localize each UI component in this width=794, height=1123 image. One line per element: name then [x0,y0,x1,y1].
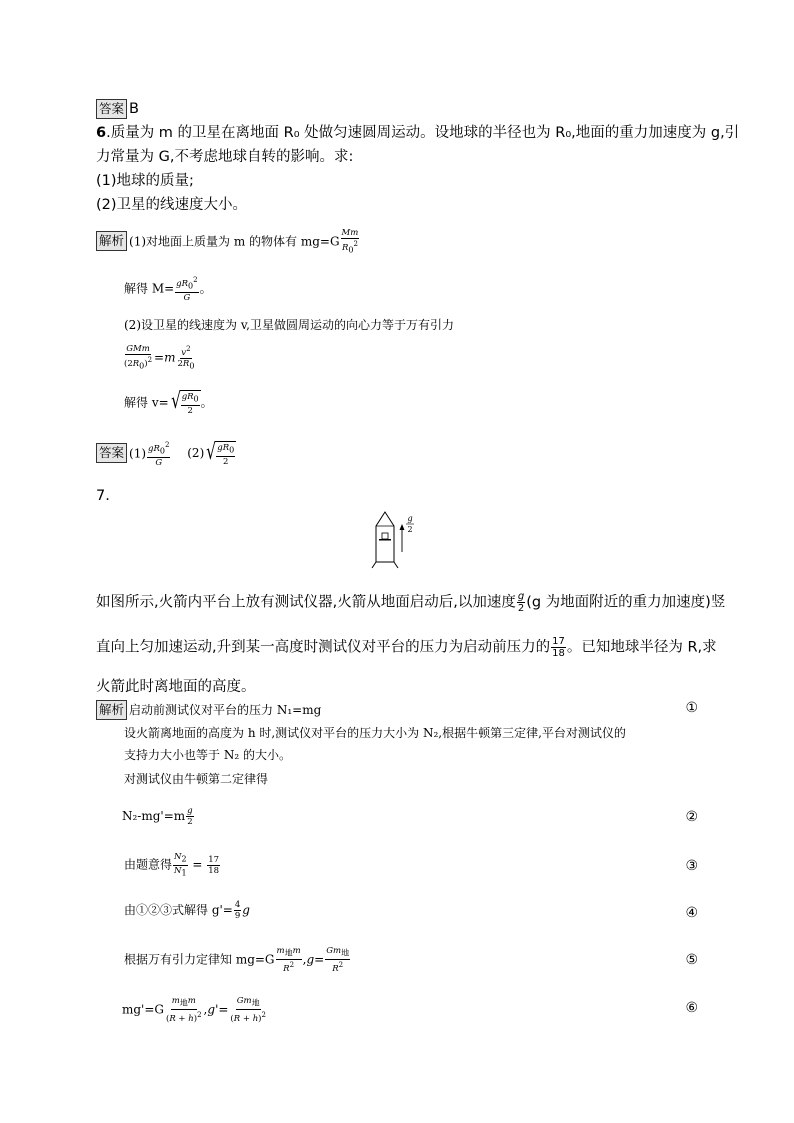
formula-frac: $\frac{Mm}{R_0^2}$ [341,228,359,255]
formula-frac: $\frac{v^2}{2R_0}$ [177,345,195,371]
equation-mark: ② [685,809,698,825]
q7-line1: 如图所示,火箭内平台上放有测试仪器,火箭从地面启动后,以加速度 $\frac{g}{2}$ (g 为地面附近的重力加速度)竖 [96,591,726,614]
sqrt-formula: √ $\frac{gR_0}{2}$ [206,439,235,467]
instrument [382,533,388,539]
q7-line2: 直向上匀加速运动,升到某一高度时测试仪对平台的压力为启动前压力的 $\frac{17}{18}$ 。已知地球半径为 R,求 [96,636,717,659]
q6-solution-line3: (2)设卫星的线速度为 v,卫星做圆周运动的向心力等于万有引力 [124,318,454,332]
solution-tag: 解析 [96,231,127,251]
formula-frac: $\frac{gR_0^2}{G}$ [176,276,198,303]
q7-solution-step2b: 支持力大小也等于 N₂ 的大小。 [124,748,291,762]
arrow-head-icon [400,524,405,530]
equation-mark: ① [685,700,698,716]
formula-frac: $\frac{m_地m}{(R + h)^2}$ [166,996,202,1024]
q6-solution-line2: 解得 M= $\frac{gR_0^2}{G}$ 。 [124,276,212,303]
equation-mark: ⑤ [685,952,698,968]
formula-frac: $\frac{17}{18}$ [552,636,565,659]
q7-solution-step8: mg'=G $\frac{m_地m}{(R + h)^2}$ ,g'= $\frac{Gm_地}{(R + h)^2}$ [122,996,266,1024]
answer-tag: 答案 [96,99,127,119]
rocket-fins [372,562,398,568]
formula-frac: $\frac{m_地m}{R^2}$ [276,946,301,974]
equation-mark: ⑥ [685,1000,698,1016]
answer-tag: 答案 [96,443,127,463]
formula-frac: $\frac{Gm_地}{(R + h)^2}$ [230,996,266,1024]
formula-frac: $\frac{g}{2}$ [187,806,193,827]
q6-solution-line4: $\frac{\text{GMm}}{(2R_0)^2}$ =m $\frac{v^2}{2R_0}$ [124,344,195,371]
q5-answer [96,98,139,120]
q7-solution-step7: 根据万有引力定律知 mg=G $\frac{m_地m}{R^2}$ ,g= $\frac{Gm_地}{R^2}$ [124,946,350,974]
formula-frac: $\frac{Gm_地}{R^2}$ [326,946,350,974]
rocket-body [376,512,394,562]
q7-solution-step2: 设火箭离地面的高度为 h 时,测试仪对平台的压力大小为 N₂,根据牛顿第三定律,平台对测试仪的 [124,726,626,740]
answer-value: B [129,101,139,117]
q7-solution-step6: 由①②③式解得 g'= $\frac{4}{9}$ g [124,900,250,921]
q6-solution-line5: 解得 v= √ $\frac{gR_0}{2}$ 。 [124,389,213,416]
svg-text:g: g [407,514,413,523]
q7-solution-step3: 对测试仪由牛顿第二定律得 [124,772,269,786]
formula-frac: $\frac{g}{2}$ [517,591,525,614]
q6-line1: 6.质量为 m 的卫星在离地面 R₀ 处做匀速圆周运动。设地球的半径也为 R₀,地面的重力加速度为 g,引 [96,125,740,141]
q7-solution-step5: 由题意得 $\frac{N_2}{N_1}$ = $\frac{17}{18}$ [124,852,220,878]
q6-number: 6 [96,125,107,141]
q6-part2: (2)卫星的线速度大小。 [96,197,248,213]
rocket-figure [366,506,426,572]
q6-line2: 力常量为 G,不考虑地球自转的影响。求: [96,149,354,165]
q6-solution-line1: 解析 (1)对地面上质量为 m 的物体有 mg=G $\frac{Mm}{R_0^2}$ [96,228,360,256]
formula-frac: $\frac{N_2}{N_1}$ [174,852,187,878]
q7-line3: 火箭此时离地面的高度。 [96,679,256,695]
equation-mark: ④ [685,905,698,921]
q7-solution-step4: N₂-mg'=m $\frac{g}{2}$ [122,806,193,827]
solution-tag: 解析 [96,700,127,720]
q6-part1: (1)地球的质量; [96,173,194,189]
q7-solution-step1: 解析 启动前测试仪对平台的压力 N₁=mg [96,700,321,720]
formula-frac: $\frac{4}{9}$ [234,900,241,921]
formula-frac: $\frac{\text{GMm}}{(2R_0)^2}$ [124,344,153,371]
q6-answer: 答案 (1) $\frac{gR_0^2}{G}$ (2) √ $\frac{gR_0}{2}$ [96,440,236,468]
svg-text:2: 2 [407,525,413,534]
formula-frac: $\frac{17}{18}$ [208,854,220,876]
sqrt-formula: √ $\frac{gR_0}{2}$ [170,389,199,416]
formula-frac: $\frac{gR_0^2}{G}$ [148,441,170,468]
equation-mark: ③ [685,858,698,874]
q7-number: 7. [96,488,110,504]
